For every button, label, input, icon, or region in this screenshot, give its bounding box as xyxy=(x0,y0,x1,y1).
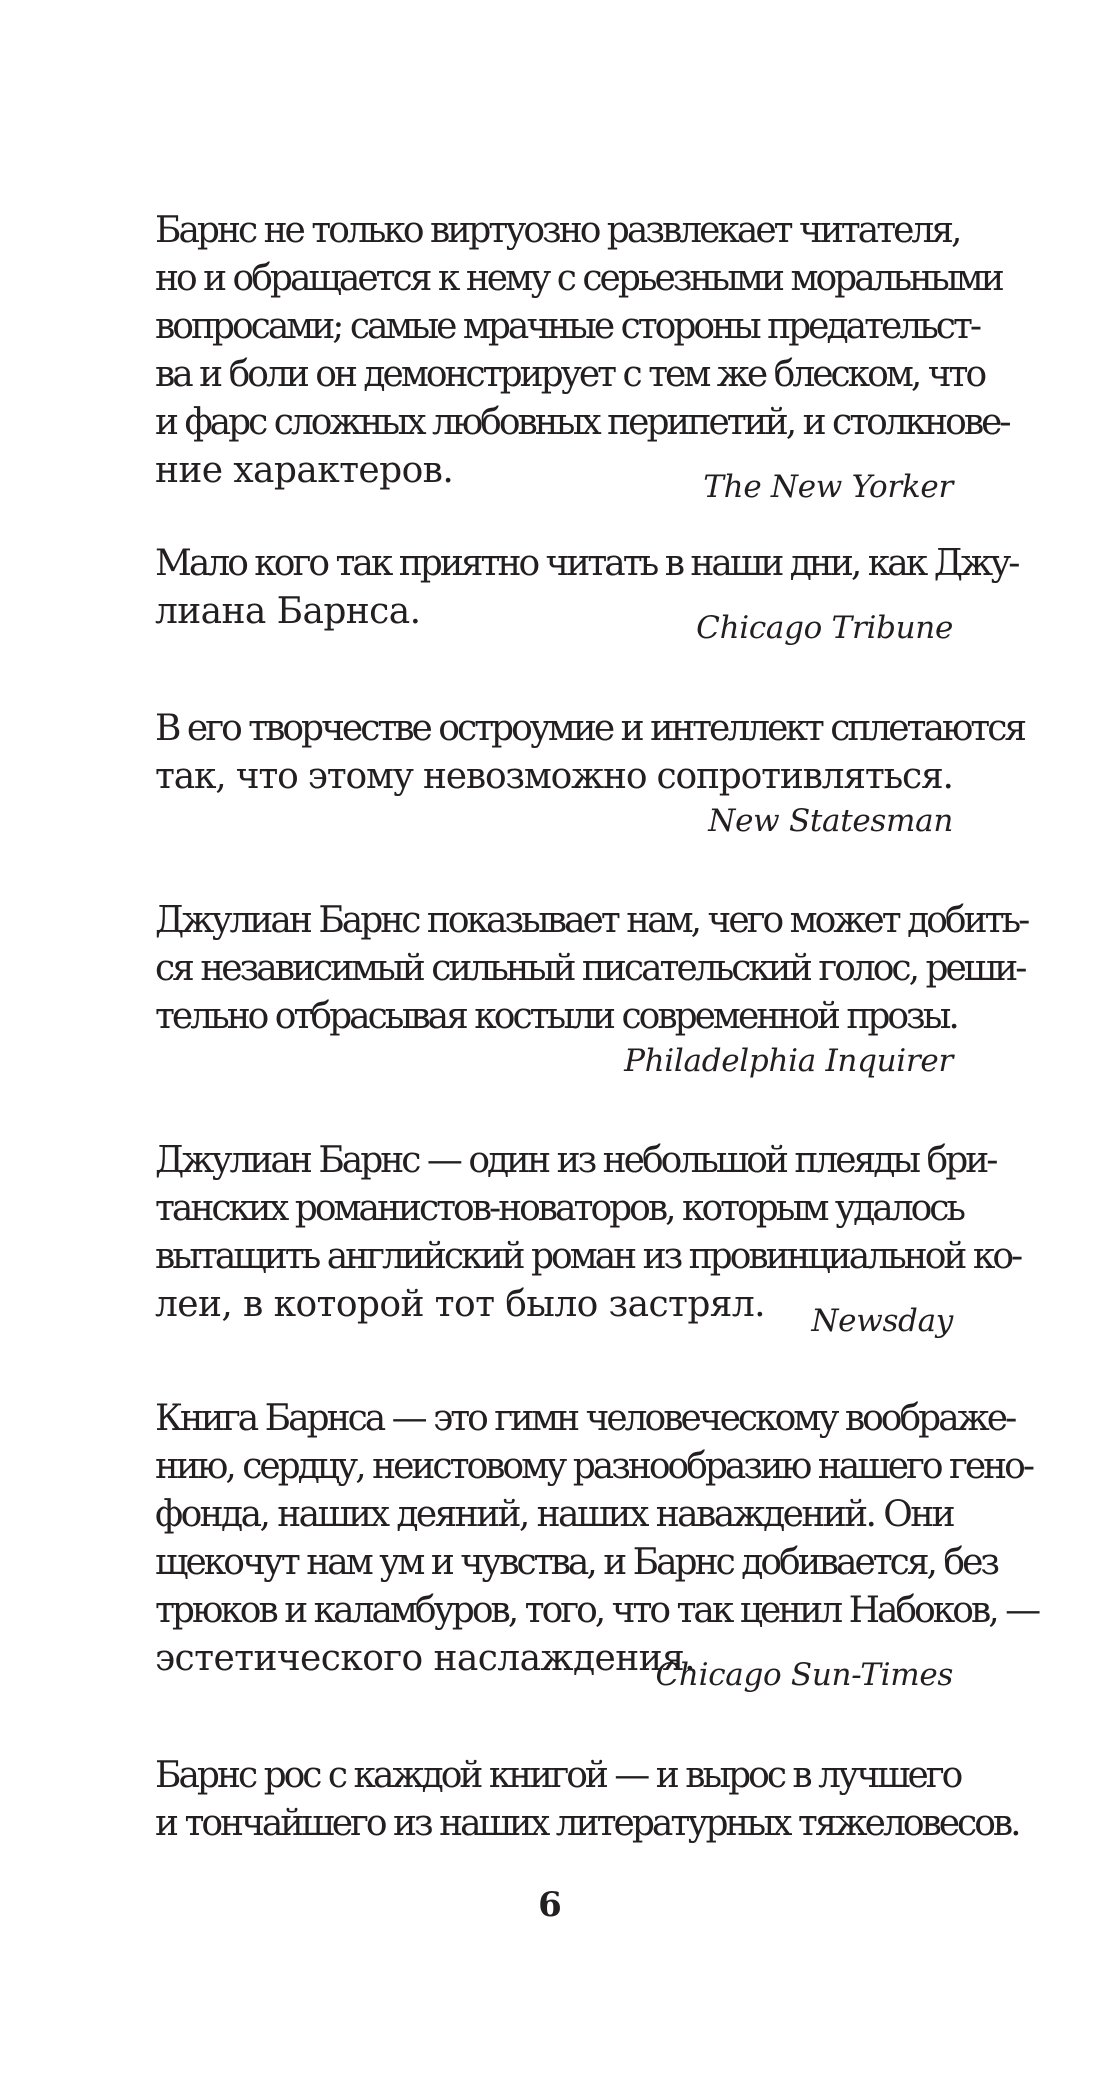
quote-source: Chicago Sun-Times xyxy=(655,1657,953,1693)
quote-source: Newsday xyxy=(811,1303,953,1339)
quote-line: ся независимый сильный писательский голос, реши- xyxy=(155,948,1025,989)
quote-line: вопросами; самые мрачные стороны предательст- xyxy=(155,306,980,347)
quote-line: фонда, наших деяний, наших наваждений. Они xyxy=(155,1494,953,1535)
quote-line: ва и боли он демонстрирует с тем же блеском, что xyxy=(155,354,985,395)
quote-line: лиана Барнса. xyxy=(155,591,421,632)
quote-line: вытащить английский роман из провинциальной ко- xyxy=(155,1236,1021,1277)
quote-source: New Statesman xyxy=(708,803,953,839)
review-quote xyxy=(155,1395,1039,1695)
quote-line: нию, сердцу, неистовому разнообразию нашего гено- xyxy=(155,1446,1033,1487)
quote-line: Джулиан Барнс показывает нам, чего может добить- xyxy=(155,900,1028,941)
review-quote xyxy=(155,540,1018,648)
quote-line: и фарс сложных любовных перипетий, и столкнове- xyxy=(155,402,1009,443)
quote-line: Барнс не только виртуозно развлекает читателя, xyxy=(155,210,960,251)
quote-line: В его творчестве остроумие и интеллект сплетаются xyxy=(155,708,1025,749)
page-number: 6 xyxy=(538,1885,562,1925)
quote-line: но и обращается к нему с серьезными моральными xyxy=(155,258,1002,299)
review-quote xyxy=(155,1752,1019,1848)
review-quote xyxy=(155,705,1025,841)
quote-line: Джулиан Барнс — один из небольшой плеяды бри- xyxy=(155,1140,996,1181)
review-quote xyxy=(155,897,1028,1081)
quote-line: щекочут нам ум и чувства, и Барнс добивается, без xyxy=(155,1542,998,1583)
quote-line: леи, в которой тот было застрял. xyxy=(155,1284,765,1325)
quote-line: Мало кого так приятно читать в наши дни, как Джу- xyxy=(155,543,1018,584)
quote-line: Барнс рос с каждой книгой — и вырос в лучшего xyxy=(155,1755,961,1796)
quote-line: так, что этому невозможно сопротивляться. xyxy=(155,756,953,797)
quote-source: Philadelphia Inquirer xyxy=(624,1043,953,1079)
quote-line: Книга Барнса — это гимн человеческому воображе- xyxy=(155,1398,1015,1439)
review-quote xyxy=(155,207,1009,507)
review-quote xyxy=(155,1137,1021,1341)
quote-line: и тончайшего из наших литературных тяжеловесов. xyxy=(155,1803,1019,1844)
quote-line: ние характеров. xyxy=(155,450,454,491)
quote-line: тельно отбрасывая костыли современной прозы. xyxy=(155,996,957,1037)
quote-source: The New Yorker xyxy=(703,469,953,505)
quote-line: трюков и каламбуров, того, что так ценил Набоков, — xyxy=(155,1590,1039,1631)
quote-source: Chicago Tribune xyxy=(696,610,953,646)
quote-line: эстетического наслаждения. xyxy=(155,1638,695,1679)
quote-line: танских романистов-новаторов, которым удалось xyxy=(155,1188,964,1229)
